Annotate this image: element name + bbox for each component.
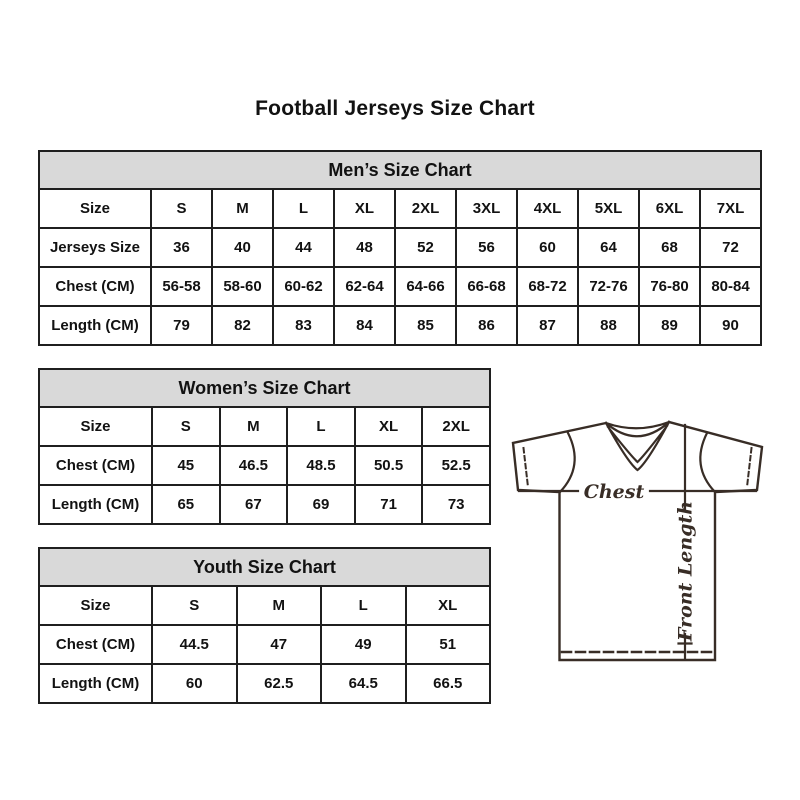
- womens-table-title: Women’s Size Chart: [39, 369, 490, 407]
- table-row: [39, 625, 490, 664]
- value-cell: 68: [639, 228, 700, 267]
- value-cell: L: [273, 189, 334, 228]
- table-row: [39, 267, 761, 306]
- row-label-cell: Length (CM): [39, 664, 152, 703]
- value-cell: 73: [422, 485, 490, 524]
- vneck-collar: [606, 422, 669, 470]
- table-row: [39, 407, 490, 446]
- value-cell: 52: [395, 228, 456, 267]
- value-cell: 72: [700, 228, 761, 267]
- value-cell: 46.5: [220, 446, 288, 485]
- value-cell: 2XL: [422, 407, 490, 446]
- row-label-cell: Chest (CM): [39, 267, 151, 306]
- value-cell: 40: [212, 228, 273, 267]
- front-length-label: Front Length: [674, 500, 697, 642]
- value-cell: 88: [578, 306, 639, 345]
- value-cell: 87: [517, 306, 578, 345]
- value-cell: 66.5: [406, 664, 491, 703]
- value-cell: 60-62: [273, 267, 334, 306]
- value-cell: 64-66: [395, 267, 456, 306]
- table-title-row: [39, 548, 490, 586]
- table-row: [39, 228, 761, 267]
- value-cell: 71: [355, 485, 423, 524]
- value-cell: 79: [151, 306, 212, 345]
- row-label-cell: Size: [39, 407, 152, 446]
- value-cell: 51: [406, 625, 491, 664]
- value-cell: 47: [237, 625, 322, 664]
- mens-size-table: [38, 150, 762, 346]
- value-cell: 56-58: [151, 267, 212, 306]
- value-cell: 2XL: [395, 189, 456, 228]
- value-cell: M: [212, 189, 273, 228]
- womens-size-table: [38, 368, 491, 525]
- table-row: [39, 485, 490, 524]
- value-cell: 48.5: [287, 446, 355, 485]
- row-label-cell: Chest (CM): [39, 446, 152, 485]
- youth-size-table: [38, 547, 491, 704]
- value-cell: XL: [355, 407, 423, 446]
- table-title-row: [39, 369, 490, 407]
- table-row: [39, 306, 761, 345]
- value-cell: 45: [152, 446, 220, 485]
- table-row: [39, 586, 490, 625]
- sleeve-seam-left-line: [560, 433, 575, 492]
- row-label-cell: Size: [39, 189, 151, 228]
- youth-table-title: Youth Size Chart: [39, 548, 490, 586]
- sleeve-seam-right-line: [700, 433, 715, 492]
- value-cell: 44: [273, 228, 334, 267]
- value-cell: 90: [700, 306, 761, 345]
- value-cell: 85: [395, 306, 456, 345]
- value-cell: 60: [517, 228, 578, 267]
- value-cell: 58-60: [212, 267, 273, 306]
- value-cell: 3XL: [456, 189, 517, 228]
- jersey-diagram: [500, 408, 775, 670]
- value-cell: 52.5: [422, 446, 490, 485]
- cuff-dashed-line-right: [747, 448, 752, 487]
- value-cell: 83: [273, 306, 334, 345]
- value-cell: 76-80: [639, 267, 700, 306]
- row-label-cell: Jerseys Size: [39, 228, 151, 267]
- jersey-body-outline: [513, 422, 762, 660]
- row-label-cell: Chest (CM): [39, 625, 152, 664]
- value-cell: 89: [639, 306, 700, 345]
- row-label-cell: Length (CM): [39, 306, 151, 345]
- value-cell: 44.5: [152, 625, 237, 664]
- value-cell: S: [152, 407, 220, 446]
- row-label-cell: Size: [39, 586, 152, 625]
- table-title-row: [39, 151, 761, 189]
- value-cell: 64: [578, 228, 639, 267]
- value-cell: 80-84: [700, 267, 761, 306]
- value-cell: 7XL: [700, 189, 761, 228]
- value-cell: 5XL: [578, 189, 639, 228]
- value-cell: M: [220, 407, 288, 446]
- value-cell: 4XL: [517, 189, 578, 228]
- value-cell: 36: [151, 228, 212, 267]
- value-cell: 64.5: [321, 664, 406, 703]
- value-cell: 62.5: [237, 664, 322, 703]
- mens-table-title: Men’s Size Chart: [39, 151, 761, 189]
- value-cell: 69: [287, 485, 355, 524]
- value-cell: 68-72: [517, 267, 578, 306]
- value-cell: 62-64: [334, 267, 395, 306]
- value-cell: XL: [406, 586, 491, 625]
- value-cell: 66-68: [456, 267, 517, 306]
- value-cell: 60: [152, 664, 237, 703]
- value-cell: 65: [152, 485, 220, 524]
- value-cell: L: [321, 586, 406, 625]
- value-cell: 6XL: [639, 189, 700, 228]
- table-row: [39, 664, 490, 703]
- value-cell: 48: [334, 228, 395, 267]
- value-cell: 49: [321, 625, 406, 664]
- value-cell: L: [287, 407, 355, 446]
- value-cell: 50.5: [355, 446, 423, 485]
- page-title: Football Jerseys Size Chart: [255, 97, 535, 120]
- value-cell: S: [152, 586, 237, 625]
- value-cell: M: [237, 586, 322, 625]
- value-cell: 84: [334, 306, 395, 345]
- row-label-cell: Length (CM): [39, 485, 152, 524]
- value-cell: 82: [212, 306, 273, 345]
- table-row: [39, 446, 490, 485]
- value-cell: 56: [456, 228, 517, 267]
- value-cell: S: [151, 189, 212, 228]
- cuff-dashed-line-left: [524, 448, 529, 487]
- value-cell: XL: [334, 189, 395, 228]
- table-row: [39, 189, 761, 228]
- value-cell: 72-76: [578, 267, 639, 306]
- value-cell: 86: [456, 306, 517, 345]
- value-cell: 67: [220, 485, 288, 524]
- chest-label: Chest: [583, 481, 645, 503]
